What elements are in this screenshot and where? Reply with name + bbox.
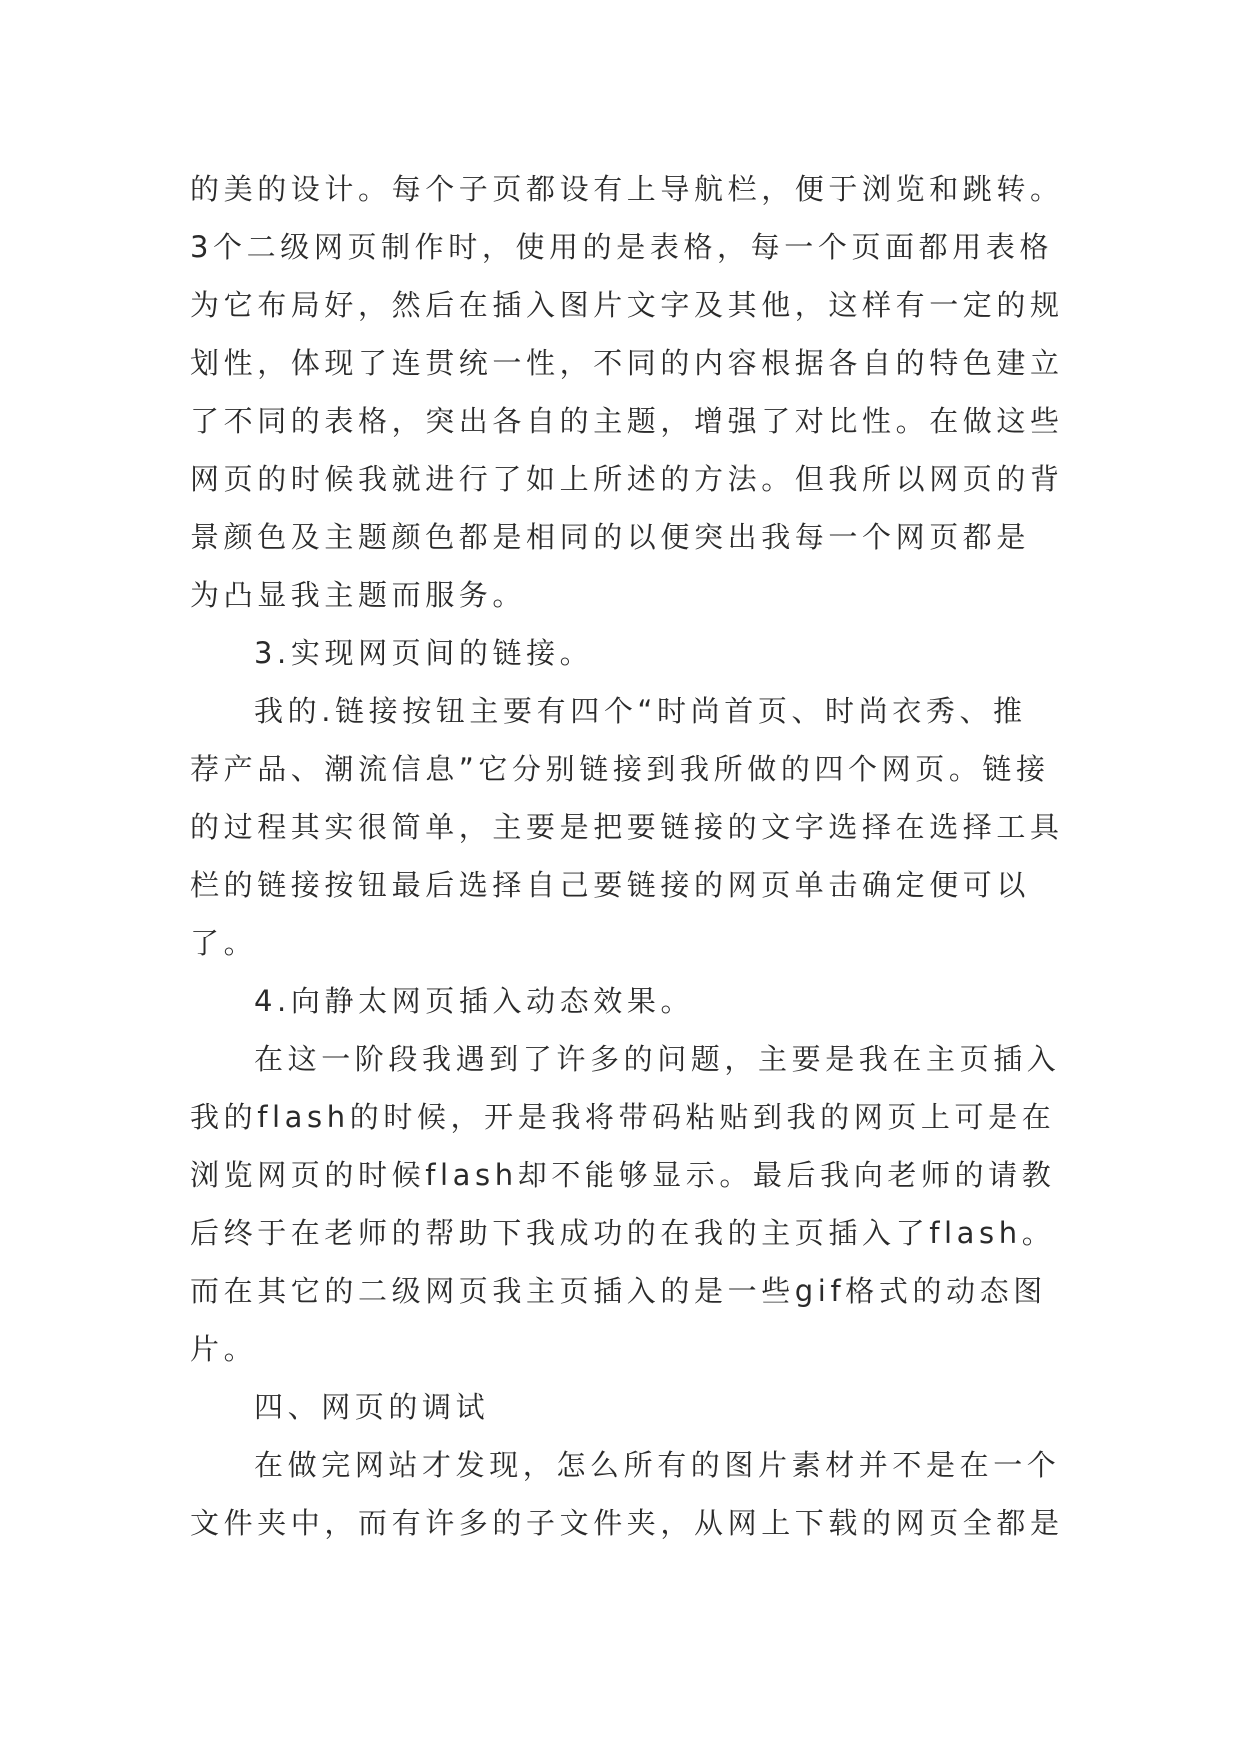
text-line: 我的flash的时候，开是我将带码粘贴到我的网页上可是在 (190, 1100, 1056, 1134)
text-line: 为凸显我主题而服务。 (190, 578, 527, 612)
text-line: 在这一阶段我遇到了许多的问题，主要是我在主页插入 (254, 1042, 1061, 1076)
section-heading: 3.实现网页间的链接。 (254, 636, 594, 670)
text-line: 而在其它的二级网页我主页插入的是一些gif格式的动态图 (190, 1274, 1047, 1308)
text-line: 景颜色及主题颜色都是相同的以便突出我每一个网页都是 (190, 520, 1031, 554)
section-heading: 四、网页的调试 (254, 1390, 490, 1424)
text-line: 网页的时候我就进行了如上所述的方法。但我所以网页的背 (190, 462, 1064, 496)
text-line: 在做完网站才发现，怎么所有的图片素材并不是在一个 (254, 1448, 1061, 1482)
body-text (190, 160, 1070, 1552)
section-heading: 4.向静太网页插入动态效果。 (254, 984, 695, 1018)
text-line: 文件夹中，而有许多的子文件夹，从网上下载的网页全都是 (190, 1506, 1064, 1540)
text-line: 为它布局好，然后在插入图片文字及其他，这样有一定的规 (190, 288, 1064, 322)
text-line: 3个二级网页制作时，使用的是表格，每一个页面都用表格 (190, 230, 1054, 264)
text-line: 划性，体现了连贯统一性，不同的内容根据各自的特色建立 (190, 346, 1064, 380)
text-line: 了不同的表格，突出各自的主题，增强了对比性。在做这些 (190, 404, 1064, 438)
text-line: 浏览网页的时候flash却不能够显示。最后我向老师的请教 (190, 1158, 1056, 1192)
text-line: 栏的链接按钮最后选择自己要链接的网页单击确定便可以 (190, 868, 1031, 902)
text-line: 荐产品、潮流信息”它分别链接到我所做的四个网页。链接 (190, 752, 1050, 786)
text-line: 后终于在老师的帮助下我成功的在我的主页插入了flash。 (190, 1216, 1056, 1250)
text-line: 了。 (190, 926, 258, 960)
text-line: 的过程其实很简单，主要是把要链接的文字选择在选择工具 (190, 810, 1064, 844)
text-line: 我的.链接按钮主要有四个“时尚首页、时尚衣秀、推 (254, 694, 1027, 728)
text-line: 的美的设计。每个子页都设有上导航栏，便于浏览和跳转。 (190, 172, 1064, 206)
text-line: 片。 (190, 1332, 258, 1366)
